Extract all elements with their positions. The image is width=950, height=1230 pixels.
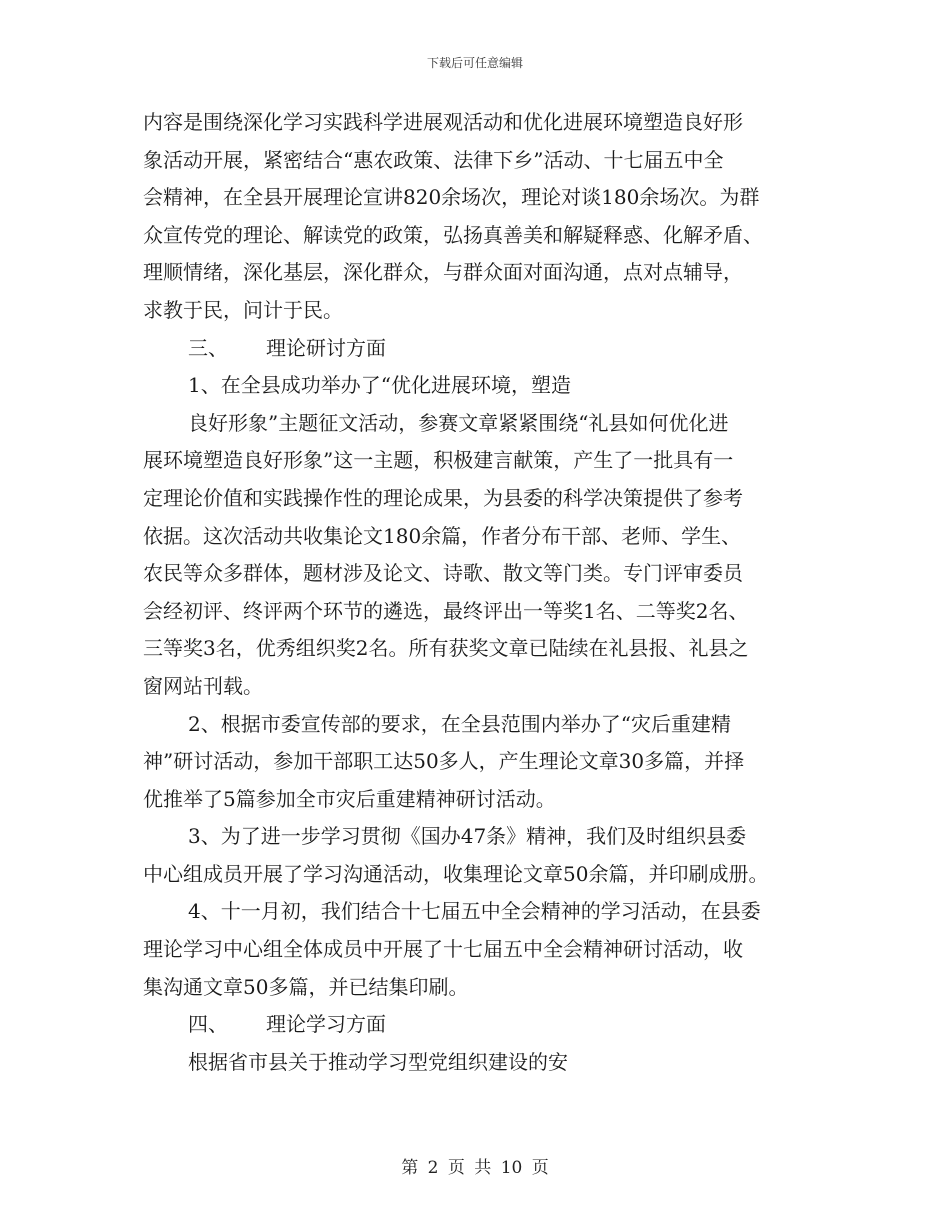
item-2-line: 优推举了5篇参加全市灾后重建精神研讨活动。	[143, 786, 556, 811]
body-line: 内容是围绕深化学习实践科学进展观活动和优化进展环境塑造良好形	[143, 110, 743, 134]
body-line: 理顺情绪，深化基层，深化群众，与群众面对面沟通，点对点辅导，	[143, 260, 743, 285]
item-1-line: 1、在全县成功举办了“优化进展环境，塑造	[188, 373, 571, 398]
page-header: 下载后可任意编辑	[426, 56, 523, 70]
item-3-line: 中心组成员开展了学习沟通活动，收集理论文章50余篇，并印刷成册。	[143, 861, 769, 886]
item-4-line: 集沟通文章50多篇，并已结集印刷。	[143, 974, 469, 999]
section-title: 理论学习方面	[266, 1012, 386, 1037]
item-4-line: 理论学习中心组全体成员中开展了十七届五中全会精神研讨活动，收	[143, 937, 743, 962]
item-2-line: 神”研讨活动，参加干部职工达50多人，产生理论文章30多篇，并择	[143, 749, 745, 774]
section-heading-3	[143, 330, 823, 368]
item-1-line: 定理论价值和实践操作性的理论成果，为县委的科学决策提供了参考	[143, 485, 743, 510]
page-number-footer: 第 2 页 共 10 页	[401, 1158, 549, 1178]
item-1-line: 良好形象”主题征文活动，参赛文章紧紧围绕“礼县如何优化进	[188, 410, 729, 435]
section-heading-4	[143, 1006, 823, 1044]
item-1-line: 依据。这次活动共收集论文180余篇，作者分布干部、老师、学生、	[143, 523, 742, 548]
item-1-line: 会经初评、终评两个环节的遴选，最终评出一等奖1名、二等奖2名、	[143, 598, 749, 623]
section-title: 理论研讨方面	[266, 335, 386, 360]
item-1-line: 展环境塑造良好形象”这一主题，积极建言献策，产生了一批具有一	[143, 448, 734, 473]
body-line: 求教于民，问计于民。	[143, 297, 343, 322]
body-line: 根据省市县关于推动学习型党组织建设的安	[188, 1049, 568, 1074]
section-number: 三、	[188, 335, 228, 360]
item-1-line: 窗网站刊载。	[143, 673, 263, 698]
item-4-line: 4、十一月初，我们结合十七届五中全会精神的学习活动，在县委	[188, 899, 761, 924]
document-body	[143, 104, 823, 1081]
item-1-line: 三等奖3名，优秀组织奖2名。所有获奖文章已陆续在礼县报、礼县之	[143, 636, 749, 661]
item-3-line: 3、为了进一步学习贯彻《国办47条》精神，我们及时组织县委	[188, 824, 747, 849]
body-line: 会精神，在全县开展理论宣讲820余场次，理论对谈180余场次。为群	[143, 185, 760, 210]
body-line: 象活动开展，紧密结合“惠农政策、法律下乡”活动、十七届五中全	[143, 147, 724, 172]
item-1-line: 农民等众多群体，题材涉及论文、诗歌、散文等门类。专门评审委员	[143, 561, 743, 586]
item-2-line: 2、根据市委宣传部的要求，在全县范围内举办了“灾后重建精	[188, 711, 731, 736]
section-number: 四、	[188, 1012, 228, 1037]
body-line: 众宣传党的理论、解读党的政策，弘扬真善美和解疑释惑、化解矛盾、	[143, 222, 763, 247]
